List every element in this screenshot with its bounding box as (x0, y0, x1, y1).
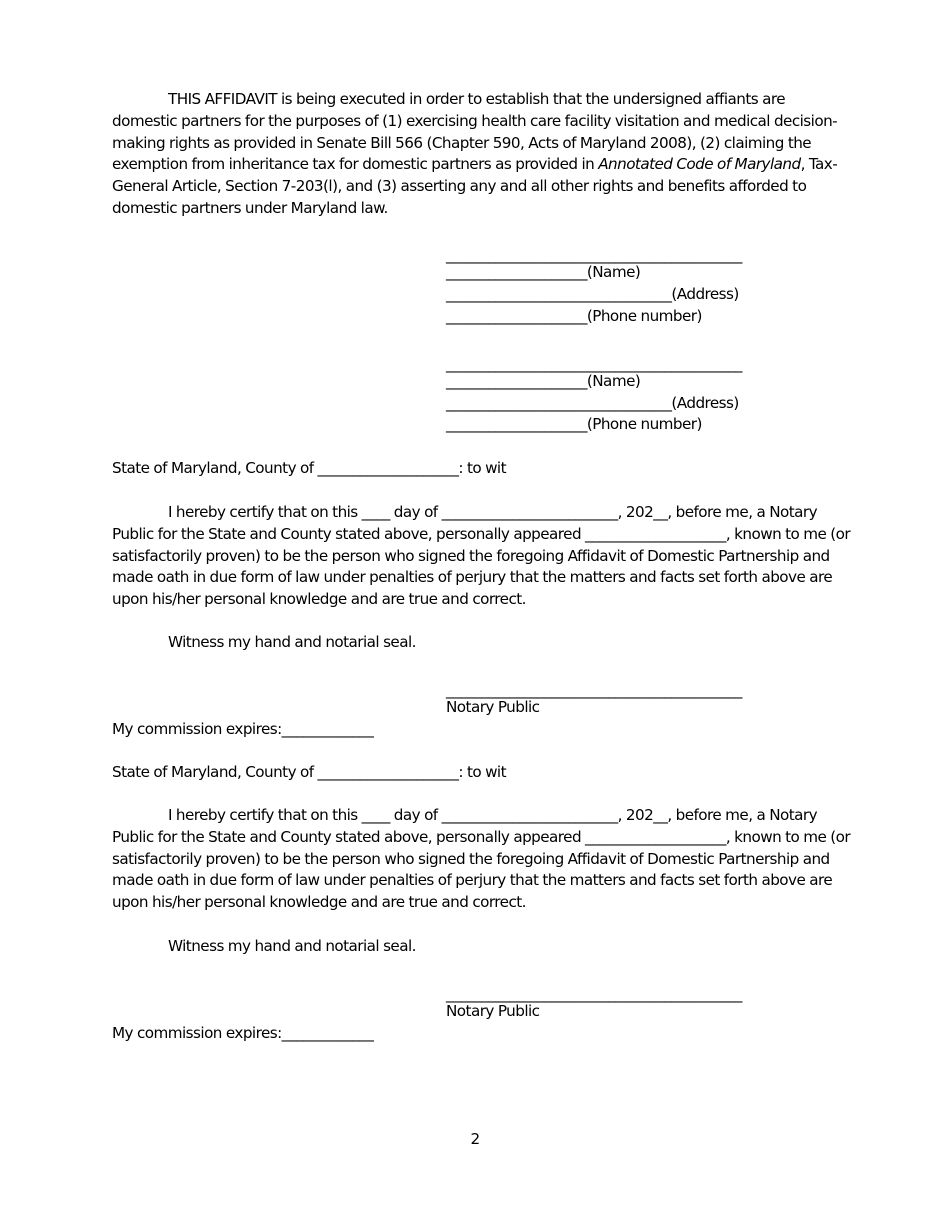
notary1-signature-line[interactable]: __________________________________________ (446, 681, 742, 699)
notary1-notary-public-label: Notary Public (446, 698, 540, 716)
affiant2-name-line[interactable]: ____________________(Name) (446, 372, 641, 390)
page-number: 2 (470, 1130, 480, 1148)
notary2-notary-public-label: Notary Public (446, 1002, 540, 1020)
intro-text-part2: , Tax-General Article, Section 7-203(l), and (3) asserting any and all other rights and benefits afforded to domestic partners under Maryland law. (112, 155, 838, 217)
affiant1-signature-line[interactable]: __________________________________________ (446, 246, 742, 264)
notary2-witness-text: Witness my hand and notarial seal. (168, 937, 416, 955)
affiant2-signature-line[interactable]: __________________________________________ (446, 355, 742, 373)
notary1-certification-paragraph: I hereby certify that on this ____ day of _________________________, 202__, before me, a Notary Public for the State and County stated above, personally appeared ____________________, known to me (or satisfactorily proven) to be the person who signed the foregoing Affidavit of Domestic Partnership and made oath in due form of law under penalties of perjury that the matters and facts set forth above are upon his/her personal knowledge and are true and correct. (112, 503, 851, 609)
notary1-commission-expires[interactable]: My commission expires:_____________ (112, 720, 374, 738)
affiant1-address-line[interactable]: ________________________________(Address) (446, 285, 739, 303)
notary1-witness-text: Witness my hand and notarial seal. (168, 633, 416, 651)
intro-italic-citation: Annotated Code of Maryland (598, 155, 801, 174)
affiant1-name-line[interactable]: ____________________(Name) (446, 263, 641, 281)
intro-text-part1: THIS AFFIDAVIT is being executed in order to establish that the undersigned affiants are domestic partners for the purposes of (1) exercising health care facility visitation and medical decision-making rights as provided in Senate Bill 566 (Chapter 590, Acts of Maryland 2008), (2) claiming the exemption from inheritance tax for domestic partners as provided in (112, 90, 838, 174)
notary1-county-line[interactable]: State of Maryland, County of ____________________: to wit (112, 459, 507, 477)
notary2-signature-line[interactable]: __________________________________________ (446, 985, 742, 1003)
affiant1-phone-line[interactable]: ____________________(Phone number) (446, 307, 702, 325)
affiant2-address-line[interactable]: ________________________________(Address) (446, 394, 739, 412)
affiant2-phone-line[interactable]: ____________________(Phone number) (446, 415, 702, 433)
intro-paragraph (112, 89, 852, 220)
notary2-commission-expires[interactable]: My commission expires:_____________ (112, 1024, 374, 1042)
notary2-county-line[interactable]: State of Maryland, County of ____________________: to wit (112, 763, 507, 781)
notary2-certification-paragraph: I hereby certify that on this ____ day of _________________________, 202__, before me, a Notary Public for the State and County stated above, personally appeared ____________________, known to me (or satisfactorily proven) to be the person who signed the foregoing Affidavit of Domestic Partnership and made oath in due form of law under penalties of perjury that the matters and facts set forth above are upon his/her personal knowledge and are true and correct. (112, 806, 851, 912)
